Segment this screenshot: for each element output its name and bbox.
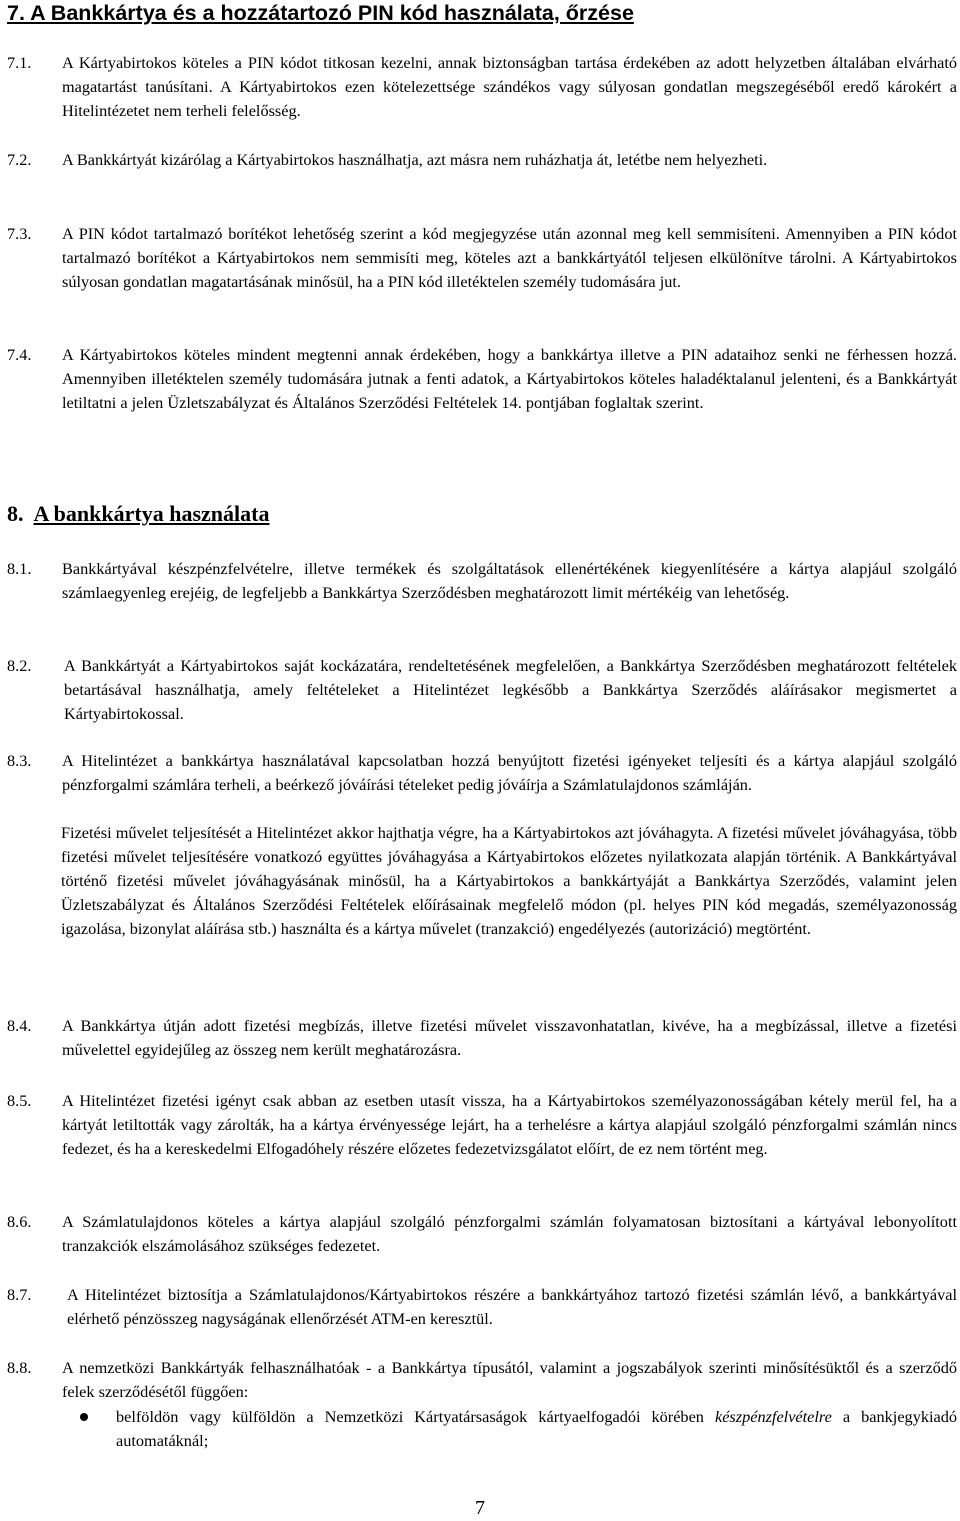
clause-8-4: [7, 1014, 957, 1062]
clause-number: 8.4.: [7, 1016, 32, 1035]
clause-number: 8.2.: [7, 656, 32, 675]
clause-8-5: [7, 1089, 957, 1161]
bullet-text-part: a bankjegykiadó automatáknál;: [116, 1407, 958, 1450]
clause-text: Bankkártyával készpénzfelvételre, illetve termékek és szolgáltatások ellenértékének kiegyenlítésére a kártya alapjául szolgáló számlaegyenleg erejéig, de legfeljebb a Bankkártya Szerződésben meghatározott limit mértékéig van lehetőség.: [62, 559, 957, 602]
clause-number: 8.3.: [7, 751, 32, 770]
clause-number: 7.1.: [7, 53, 32, 72]
clause-8-3-continued: [7, 821, 957, 941]
section-title: A bankkártya használata: [33, 501, 270, 526]
clause-8-7: [7, 1283, 957, 1331]
clause-8-2: [7, 654, 957, 726]
clause-7-3: [7, 222, 957, 294]
bullet-dot-icon: [80, 1413, 88, 1421]
clause-number: 8.6.: [7, 1212, 32, 1231]
clause-7-4: [7, 343, 957, 415]
clause-text: A Bankkártyát a Kártyabirtokos saját kockázatára, rendeltetésének megfelelően, a Bankkártya Szerződésben meghatározott feltételek betartásával használhatja, amely feltételeket a Hitelintézet legkésőbb a Bankkártya Szerződés aláírásakor megismertet a Kártyabirtokossal.: [64, 656, 957, 723]
clause-number: 7.4.: [7, 345, 32, 364]
clause-7-2: [7, 148, 957, 172]
clause-text: A Bankkártyát kizárólag a Kártyabirtokos használhatja, azt másra nem ruházhatja át, letétbe nem helyezheti.: [62, 150, 768, 169]
clause-text: A Hitelintézet biztosítja a Számlatulajdonos/Kártyabirtokos részére a bankkártyához tartozó fizetési számlán lévő, a bankkártyával elérhető pénzösszeg nagyságának ellenőrzését ATM-en keresztül.: [67, 1285, 957, 1328]
clause-text: A nemzetközi Bankkártyák felhasználhatóak - a Bankkártya típusától, valamint a jogszabályok szerinti minősítésüktől és a szerződő felek szerződésétől függően:: [62, 1358, 957, 1401]
clause-text: A Hitelintézet fizetési igényt csak abban az esetben utasít vissza, ha a Kártyabirtokos személyazonosságában kétely merül fel, ha a kártyát letiltották vagy zárolták, ha a kártya érvényessége lejárt, ha a terhelésre a kártya alapjául szolgáló pénzforgalmi számlán nincs fedezet, és ha a kereskedelmi Elfogadóhely részére előzetes fedezetvizsgálatot előírt, de ez nem történt meg.: [62, 1091, 957, 1158]
clause-text: A Kártyabirtokos köteles a PIN kódot titkosan kezelni, annak biztonságban tartása érdekében az adott helyzetben általában elvárható magatartást tanúsítani. A Kártyabirtokos ezen kötelezettsége szándékos vagy súlyosan gondatlan megszegéséből eredő károkért a Hitelintézetet nem terheli felelősség.: [62, 53, 957, 120]
clause-text: Fizetési művelet teljesítését a Hitelintézet akkor hajthatja végre, ha a Kártyabirtokos azt jóváhagyta. A fizetési művelet jóváhagyása, több fizetési művelet teljesítésére vonatkozó együttes jóváhagyása a Kártyabirtokos előzetes nyilatkozata alapján történik. A Bankkártyával történő fizetési művelet jóváhagyásának minősül, ha a Kártyabirtokos a bankkártyáját a Bankkártya Szerződés, valamint jelen Üzletszabályzat és Általános Szerződési Feltételek előírásainak megfelelő módon (pl. helyes PIN kód megadás, személyazonosság igazolása, bizonylat aláírása stb.) használta és a kártya művelet (tranzakció) engedélyezés (autorizáció) megtörtént.: [61, 823, 957, 938]
clause-text: A Bankkártya útján adott fizetési megbízás, illetve fizetési művelet visszavonhatatlan, kivéve, ha a megbízással, illetve a fizetési művelettel egyidejűleg az összeg nem került meghatározásra.: [62, 1016, 957, 1059]
clause-8-1: [7, 557, 957, 605]
section-7-heading: 7. A Bankkártya és a hozzátartozó PIN kód használata, őrzése: [7, 1, 634, 25]
clause-text: A Hitelintézet a bankkártya használatával kapcsolatban hozzá benyújtott fizetési igényeket teljesíti és a kártya alapjául szolgáló pénzforgalmi számlára terheli, a beérkező jóváírási tételeket pedig jóváírja a Számlatulajdonos számláján.: [62, 751, 957, 794]
bullet-text-italic: készpénzfelvételre: [714, 1407, 832, 1426]
clause-text: A PIN kódot tartalmazó borítékot lehetőség szerint a kód megjegyzése után azonnal meg kell semmisíteni. Amennyiben a PIN kódot tartalmazó borítékot a Kártyabirtokos nem semmisíti meg, köteles azt a bankkártyától teljesen elkülönítve tárolni. A Kártyabirtokos súlyosan gondatlan magatartásának minősül, ha a PIN kód illetéktelen személy tudomására jut.: [62, 224, 957, 291]
clause-number: 8.1.: [7, 559, 32, 578]
clause-8-6: [7, 1210, 957, 1258]
clause-number: 7.3.: [7, 224, 32, 243]
section-8-heading: [7, 500, 269, 528]
page-number: 7: [475, 1497, 485, 1519]
clause-number: 8.5.: [7, 1091, 32, 1110]
clause-number: 8.8.: [7, 1358, 32, 1377]
clause-8-3: [7, 749, 957, 797]
bullet-text-part: belföldön vagy külföldön a Nemzetközi Kártyatársaságok kártyaelfogadói körében: [116, 1407, 715, 1426]
clause-text: A Számlatulajdonos köteles a kártya alapjául szolgáló pénzforgalmi számlán folyamatosan biztosítani a kártyával lebonyolított tranzakciók elszámolásához szükséges fedezetet.: [62, 1212, 957, 1255]
clause-number: 7.2.: [7, 150, 32, 169]
section-number: 8.: [7, 501, 24, 526]
clause-8-8: [7, 1356, 957, 1404]
clause-text: A Kártyabirtokos köteles mindent megtenni annak érdekében, hogy a bankkártya illetve a PIN adataihoz senki ne férhessen hozzá. Amennyiben illetéktelen személy tudomására jutnak a fenti adatok, a Kártyabirtokos köteles haladéktalanul jelenteni, és a Bankkártyát letiltatni a jelen Üzletszabályzat és Általános Szerződési Feltételek 14. pontjában foglaltak szerint.: [62, 345, 957, 412]
bullet-item: [80, 1405, 957, 1453]
clause-7-1: [7, 51, 957, 123]
bullet-text: [116, 1405, 957, 1453]
clause-number: 8.7.: [7, 1285, 32, 1304]
